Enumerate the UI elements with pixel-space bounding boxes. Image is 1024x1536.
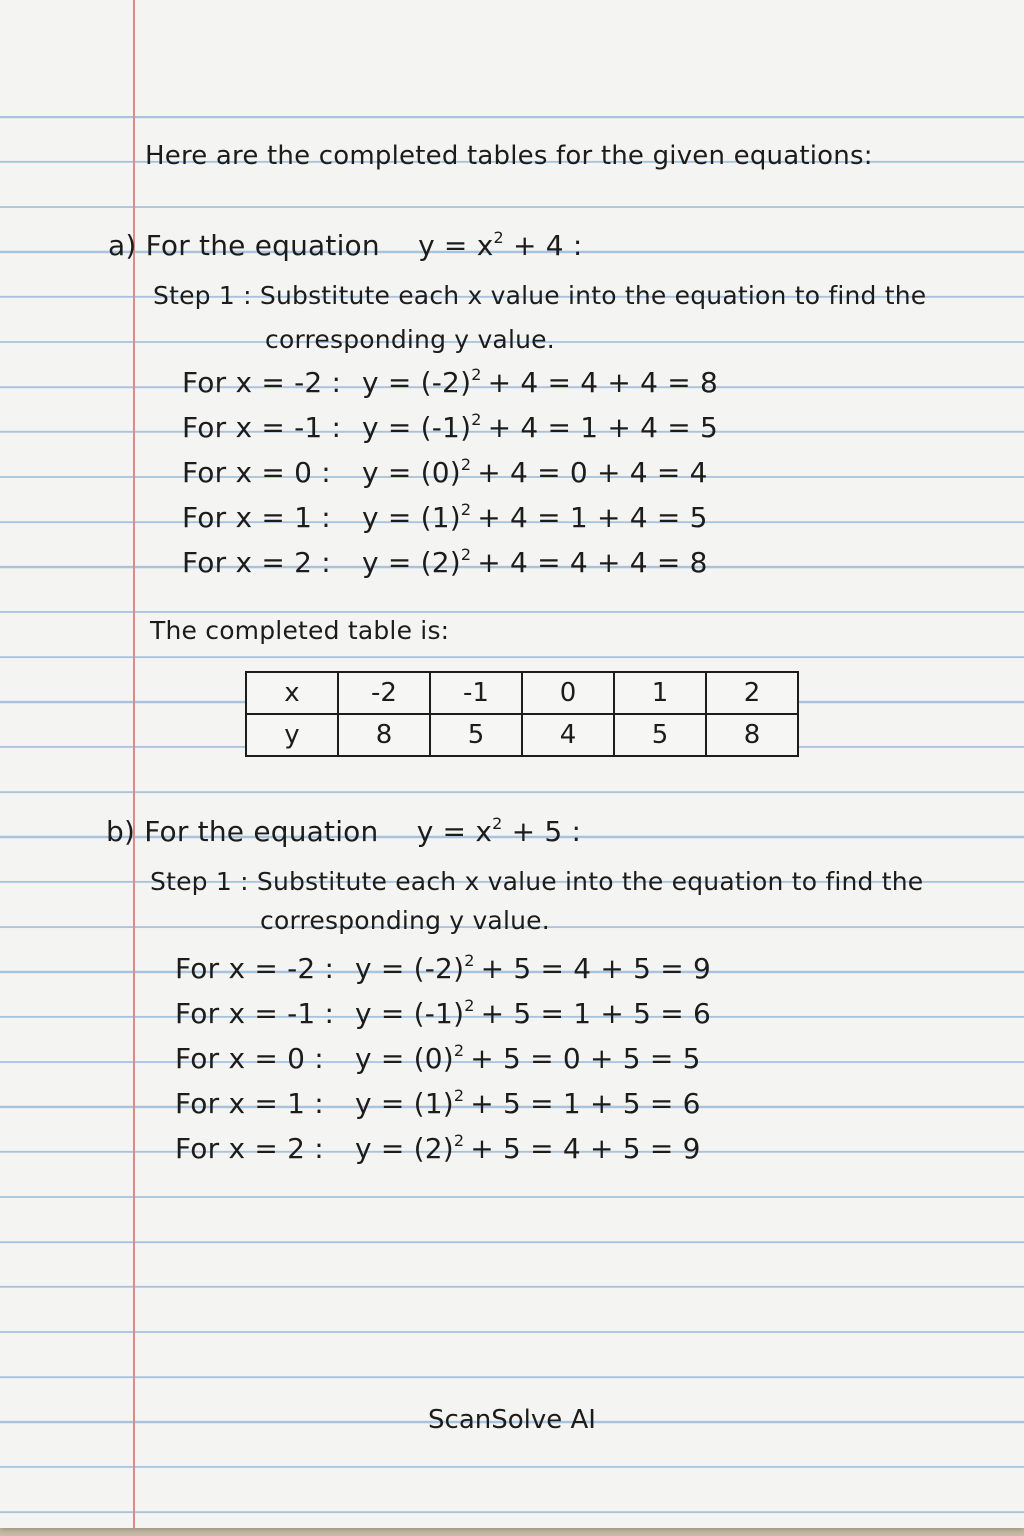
footer-brand: ScanSolve AI bbox=[428, 1405, 596, 1435]
substitution-exponent: 2 bbox=[471, 365, 482, 384]
part-a-heading-prefix: For the equation bbox=[145, 229, 380, 262]
table-row-y bbox=[246, 714, 798, 756]
substitution-row bbox=[182, 455, 708, 491]
substitution-exponent: 2 bbox=[460, 500, 472, 519]
substitution-label: For x = 2 : bbox=[182, 546, 331, 579]
substitution-lhs: y = (1) bbox=[355, 1087, 454, 1120]
substitution-exponent: 2 bbox=[471, 410, 482, 429]
substitution-lhs: y = (2) bbox=[355, 1132, 454, 1165]
substitution-exponent: 2 bbox=[453, 1086, 465, 1105]
substitution-rhs: + 4 = 4 + 4 = 8 bbox=[477, 546, 708, 579]
substitution-rhs: + 4 = 1 + 4 = 5 bbox=[487, 411, 718, 444]
part-a-step-line-1: Step 1 : Substitute each x value into the equation to find the bbox=[153, 281, 927, 310]
substitution-row bbox=[182, 545, 708, 581]
part-b-heading-prefix: For the equation bbox=[144, 815, 379, 848]
table-row-x bbox=[246, 672, 798, 714]
substitution-row bbox=[175, 1131, 701, 1167]
part-b-equation-right: + 5 : bbox=[511, 815, 582, 848]
substitution-label: For x = 2 : bbox=[175, 1132, 324, 1165]
substitution-exponent: 2 bbox=[464, 951, 475, 970]
table-cell-y: 5 bbox=[614, 714, 706, 756]
substitution-row bbox=[182, 410, 718, 446]
table-cell-y: 5 bbox=[430, 714, 522, 756]
part-a-equation-right: + 4 : bbox=[512, 229, 583, 262]
substitution-row bbox=[182, 365, 718, 401]
substitution-row bbox=[175, 1086, 701, 1122]
substitution-rhs: + 5 = 1 + 5 = 6 bbox=[480, 997, 711, 1030]
substitution-label: For x = -2 : bbox=[182, 366, 342, 399]
substitution-row bbox=[175, 951, 711, 987]
substitution-rhs: + 4 = 4 + 4 = 8 bbox=[487, 366, 718, 399]
substitution-label: For x = 1 : bbox=[175, 1087, 324, 1120]
table-cell-x: -1 bbox=[430, 672, 522, 714]
substitution-label: For x = -1 : bbox=[175, 997, 335, 1030]
substitution-row bbox=[175, 1041, 701, 1077]
table-cell-y: 4 bbox=[522, 714, 614, 756]
substitution-label: For x = 0 : bbox=[175, 1042, 324, 1075]
table-cell-x: 1 bbox=[614, 672, 706, 714]
substitution-lhs: y = (-1) bbox=[362, 411, 472, 444]
substitution-rhs: + 5 = 0 + 5 = 5 bbox=[470, 1042, 701, 1075]
part-a-step-line-2: corresponding y value. bbox=[265, 325, 555, 354]
part-a-equation-exponent: 2 bbox=[493, 228, 504, 247]
part-b-equation-left: y = x bbox=[416, 815, 493, 848]
intro-text: Here are the completed tables for the given equations: bbox=[145, 141, 873, 171]
part-b-equation-exponent: 2 bbox=[492, 814, 503, 833]
table-cell-x: 2 bbox=[706, 672, 798, 714]
substitution-rhs: + 5 = 4 + 5 = 9 bbox=[470, 1132, 701, 1165]
table-cell-y: 8 bbox=[706, 714, 798, 756]
values-table bbox=[245, 671, 799, 757]
table-intro: The completed table is: bbox=[150, 616, 450, 645]
substitution-label: For x = -1 : bbox=[182, 411, 342, 444]
table-header-y: y bbox=[246, 714, 338, 756]
part-a-equation-left: y = x bbox=[418, 229, 494, 262]
substitution-label: For x = 0 : bbox=[182, 456, 331, 489]
substitution-lhs: y = (-1) bbox=[355, 997, 465, 1030]
part-b-step-line-1: Step 1 : Substitute each x value into the equation to find the bbox=[150, 867, 924, 896]
part-a-heading bbox=[108, 228, 582, 264]
substitution-rhs: + 4 = 1 + 4 = 5 bbox=[477, 501, 708, 534]
substitution-label: For x = 1 : bbox=[182, 501, 331, 534]
part-b-heading bbox=[106, 814, 581, 850]
substitution-lhs: y = (2) bbox=[362, 546, 461, 579]
table-cell-x: -2 bbox=[338, 672, 430, 714]
substitution-rhs: + 5 = 1 + 5 = 6 bbox=[470, 1087, 701, 1120]
substitution-rhs: + 5 = 4 + 5 = 9 bbox=[480, 952, 711, 985]
substitution-exponent: 2 bbox=[453, 1131, 465, 1150]
part-b-step-line-2: corresponding y value. bbox=[260, 906, 550, 935]
substitution-row bbox=[175, 996, 711, 1032]
table-header-x: x bbox=[246, 672, 338, 714]
table-cell-x: 0 bbox=[522, 672, 614, 714]
substitution-exponent: 2 bbox=[460, 455, 472, 474]
part-b-label: b) bbox=[106, 815, 136, 848]
substitution-rhs: + 4 = 0 + 4 = 4 bbox=[477, 456, 708, 489]
substitution-row bbox=[182, 500, 708, 536]
substitution-lhs: y = (-2) bbox=[362, 366, 472, 399]
substitution-lhs: y = (0) bbox=[362, 456, 461, 489]
substitution-exponent: 2 bbox=[464, 996, 475, 1015]
substitution-label: For x = -2 : bbox=[175, 952, 335, 985]
part-a-label: a) bbox=[108, 229, 137, 262]
substitution-lhs: y = (0) bbox=[355, 1042, 454, 1075]
substitution-exponent: 2 bbox=[460, 545, 472, 564]
substitution-lhs: y = (-2) bbox=[355, 952, 465, 985]
substitution-exponent: 2 bbox=[453, 1041, 465, 1060]
table-cell-y: 8 bbox=[338, 714, 430, 756]
page-header-blank bbox=[0, 0, 1024, 116]
substitution-lhs: y = (1) bbox=[362, 501, 461, 534]
